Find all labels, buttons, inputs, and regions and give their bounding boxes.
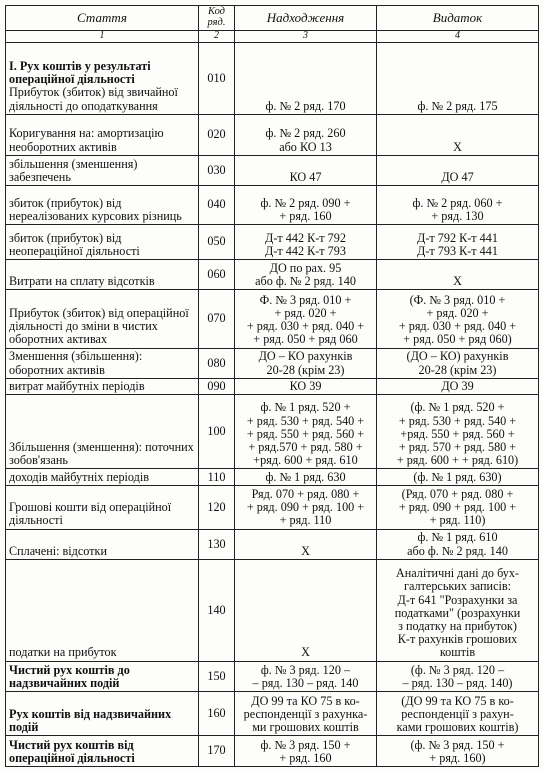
code-cell: 040 — [199, 185, 235, 224]
income-cell: ф. № 1 ряд. 520 + + ряд. 530 + ряд. 540 + + ряд. 550 + ряд. 560 + + ряд.570 + ряд. 580 + +ряд. 600 + ряд. 610 — [235, 395, 377, 469]
cash-flow-table — [5, 5, 539, 767]
expense-cell: (ф. № 1 ряд. 630) — [377, 469, 539, 486]
expense-cell: (ф. № 1 ряд. 520 + + ряд. 530 + ряд. 540 + +ряд. 550 + ряд. 560 + + ряд. 570 + ряд. 580 + + ряд. 600 + + ряд. 610) — [377, 395, 539, 469]
article-cell: витрат майбутніх періодів — [6, 378, 199, 395]
code-cell: 060 — [199, 259, 235, 289]
article-cell — [6, 42, 199, 114]
expense-cell: ф. № 2 ряд. 060 + + ряд. 130 — [377, 185, 539, 224]
code-cell: 050 — [199, 224, 235, 259]
table-row — [6, 155, 539, 185]
code-cell: 080 — [199, 348, 235, 378]
expense-cell: ф. № 1 ряд. 610 або ф. № 2 ряд. 140 — [377, 529, 539, 559]
income-cell: ДО – КО рахунків 20-28 (крім 23) — [235, 348, 377, 378]
header-income: Надходження — [235, 6, 377, 31]
code-cell: 170 — [199, 736, 235, 767]
article-cell: податки на прибуток — [6, 559, 199, 661]
article-cell: Грошові кошти від операційної діяльності — [6, 485, 199, 529]
article-cell: доходів майбутніх періодів — [6, 469, 199, 486]
code-cell: 090 — [199, 378, 235, 395]
table-row — [6, 42, 539, 114]
header-expense: Видаток — [377, 6, 539, 31]
table-row — [6, 224, 539, 259]
code-cell: 120 — [199, 485, 235, 529]
article-text: Прибуток (збиток) від звичайної діяльності до оподаткування — [9, 85, 178, 113]
table-row — [6, 736, 539, 767]
expense-cell: ДО 39 — [377, 378, 539, 395]
income-cell: Ряд. 070 + ряд. 080 + + ряд. 090 + ряд. 100 + + ряд. 110 — [235, 485, 377, 529]
table-row — [6, 485, 539, 529]
code-cell: 070 — [199, 290, 235, 349]
expense-cell: Х — [377, 114, 539, 155]
table-row — [6, 529, 539, 559]
article-cell: Чистий рух коштів до надзвичайних подій — [6, 661, 199, 692]
code-cell: 160 — [199, 692, 235, 736]
table-row — [6, 114, 539, 155]
code-cell: 020 — [199, 114, 235, 155]
header-row — [6, 6, 539, 31]
article-cell: Рух коштів від надзвичайних подій — [6, 692, 199, 736]
header-code: Код ряд. — [199, 6, 235, 31]
article-cell: збиток (прибуток) від неопераційної діяльності — [6, 224, 199, 259]
income-cell: ф. № 3 ряд. 150 + + ряд. 160 — [235, 736, 377, 767]
table-row — [6, 661, 539, 692]
article-cell: Збільшення (зменшення): поточних зобов'язань — [6, 395, 199, 469]
expense-cell: ДО 47 — [377, 155, 539, 185]
code-cell: 150 — [199, 661, 235, 692]
expense-cell: (Ф. № 3 ряд. 010 + + ряд. 020 + + ряд. 030 + ряд. 040 + + ряд. 050 + ряд 060) — [377, 290, 539, 349]
income-cell: КО 47 — [235, 155, 377, 185]
expense-cell: (ф. № 3 ряд. 120 – – ряд. 130 – ряд. 140) — [377, 661, 539, 692]
code-cell: 110 — [199, 469, 235, 486]
income-cell: ф. № 1 ряд. 630 — [235, 469, 377, 486]
article-cell: Чистий рух коштів від операційної діяльності — [6, 736, 199, 767]
article-cell: Сплачені: відсотки — [6, 529, 199, 559]
expense-cell: (ф. № 3 ряд. 150 + + ряд. 160) — [377, 736, 539, 767]
table-row — [6, 395, 539, 469]
code-cell: 140 — [199, 559, 235, 661]
expense-cell: (Ряд. 070 + ряд. 080 + + ряд. 090 + ряд. 100 + + ряд. 110) — [377, 485, 539, 529]
article-cell: Зменшення (збільшення): оборотних активів — [6, 348, 199, 378]
code-cell: 130 — [199, 529, 235, 559]
income-cell: Ф. № 3 ряд. 010 + + ряд. 020 + + ряд. 030 + ряд. 040 + + ряд. 050 + ряд 060 — [235, 290, 377, 349]
code-cell: 010 — [199, 42, 235, 114]
expense-cell: Х — [377, 259, 539, 289]
table-row — [6, 692, 539, 736]
article-cell: Коригування на: амортизацію необоротних активів — [6, 114, 199, 155]
section-title: І. Рух коштів у результаті операційної діяльності — [9, 59, 151, 87]
expense-cell: Аналітичні дані до бух- галтерських записів: Д-т 641 "Розрахунки за податками" (розрахунки з податку на прибуток) К-т рахунків грошових коштів — [377, 559, 539, 661]
article-cell: збільшення (зменшення) забезпечень — [6, 155, 199, 185]
table-row — [6, 559, 539, 661]
column-number: 4 — [377, 30, 539, 42]
income-cell: ф. № 2 ряд. 260 або КО 13 — [235, 114, 377, 155]
income-cell: ДО 99 та КО 75 в ко- респонденції з рахунка- ми грошових коштів — [235, 692, 377, 736]
column-number: 3 — [235, 30, 377, 42]
header-article: Стаття — [6, 6, 199, 31]
expense-cell: ф. № 2 ряд. 175 — [377, 42, 539, 114]
article-cell: Прибуток (збиток) від операційної діяльності до зміни в чистих оборотних активах — [6, 290, 199, 349]
column-numbers-row — [6, 30, 539, 42]
column-number: 2 — [199, 30, 235, 42]
expense-cell: (ДО – КО) рахунків 20-28 (крім 23) — [377, 348, 539, 378]
code-cell: 100 — [199, 395, 235, 469]
income-cell: Х — [235, 529, 377, 559]
table-row — [6, 185, 539, 224]
income-cell: ф. № 2 ряд. 090 + + ряд. 160 — [235, 185, 377, 224]
expense-cell: Д-т 792 К-т 441 Д-т 793 К-т 441 — [377, 224, 539, 259]
article-cell: Витрати на сплату відсотків — [6, 259, 199, 289]
table-row — [6, 469, 539, 486]
table-row — [6, 378, 539, 395]
income-cell: Д-т 442 К-т 792 Д-т 442 К-т 793 — [235, 224, 377, 259]
income-cell: ф. № 3 ряд. 120 – – ряд. 130 – ряд. 140 — [235, 661, 377, 692]
table-row — [6, 290, 539, 349]
income-cell: ф. № 2 ряд. 170 — [235, 42, 377, 114]
income-cell: ДО по рах. 95 або ф. № 2 ряд. 140 — [235, 259, 377, 289]
column-number: 1 — [6, 30, 199, 42]
table-row — [6, 348, 539, 378]
code-cell: 030 — [199, 155, 235, 185]
income-cell: Х — [235, 559, 377, 661]
table-row — [6, 259, 539, 289]
article-cell: збиток (прибуток) від нереалізованих курсових різниць — [6, 185, 199, 224]
income-cell: КО 39 — [235, 378, 377, 395]
expense-cell: (ДО 99 та КО 75 в ко- респонденції з рахун- ками грошових коштів) — [377, 692, 539, 736]
